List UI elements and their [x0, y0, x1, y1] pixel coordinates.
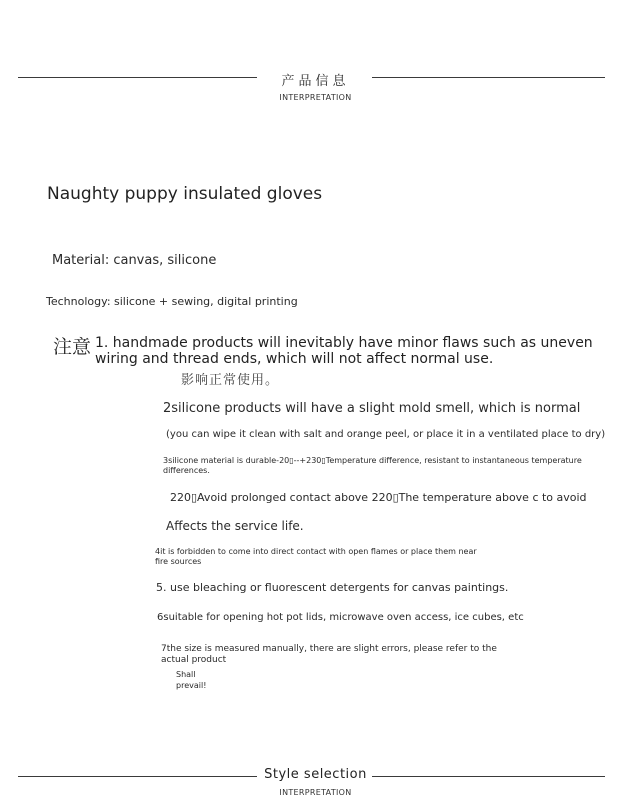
note-item-3: 3silicone material is durable-20▯--+230▯Temperature difference, resistant to instantaneous temperature differences.	[163, 456, 582, 475]
footer-subtitle: INTERPRETATION	[279, 788, 352, 797]
note-item-2-detail: (you can wipe it clean with salt and orange peel, or place it in a ventilated place to dry)	[166, 429, 606, 440]
note-item-8: 7the size is measured manually, there are slight errors, please refer to the actual product	[161, 644, 521, 666]
footer-title: Style selection	[264, 767, 367, 782]
note-item-1: 1. handmade products will inevitably have minor flaws such as uneven wiring and thread ends, which will not affect normal use.	[95, 335, 593, 367]
product-material: Material: canvas, silicone	[52, 253, 217, 268]
note-item-7: 6suitable for opening hot pot lids, microwave oven access, ice cubes, etc	[157, 612, 524, 623]
note-item-4-continued: Affects the service life.	[166, 519, 304, 533]
note-item-4: 220▯Avoid prolonged contact above 220▯The temperature above c to avoid	[170, 491, 587, 504]
obscured-text-line	[163, 636, 533, 644]
note-item-5: 4it is forbidden to come into direct contact with open flames or place them near fire sources	[155, 547, 477, 566]
note-item-2: 2silicone products will have a slight mold smell, which is normal	[163, 401, 581, 416]
note-item-1-residual: 影响正常使用。	[181, 373, 280, 388]
note-item-9: Shall prevail!	[176, 670, 207, 690]
product-technology: Technology: silicone + sewing, digital printing	[46, 295, 298, 308]
note-item-6: 5. use bleaching or fluorescent detergents for canvas paintings.	[156, 581, 509, 594]
notes-label: 注意	[53, 336, 92, 358]
header-title: 产品信息	[281, 74, 350, 89]
product-title: Naughty puppy insulated gloves	[47, 184, 323, 204]
header-subtitle: INTERPRETATION	[279, 93, 352, 102]
